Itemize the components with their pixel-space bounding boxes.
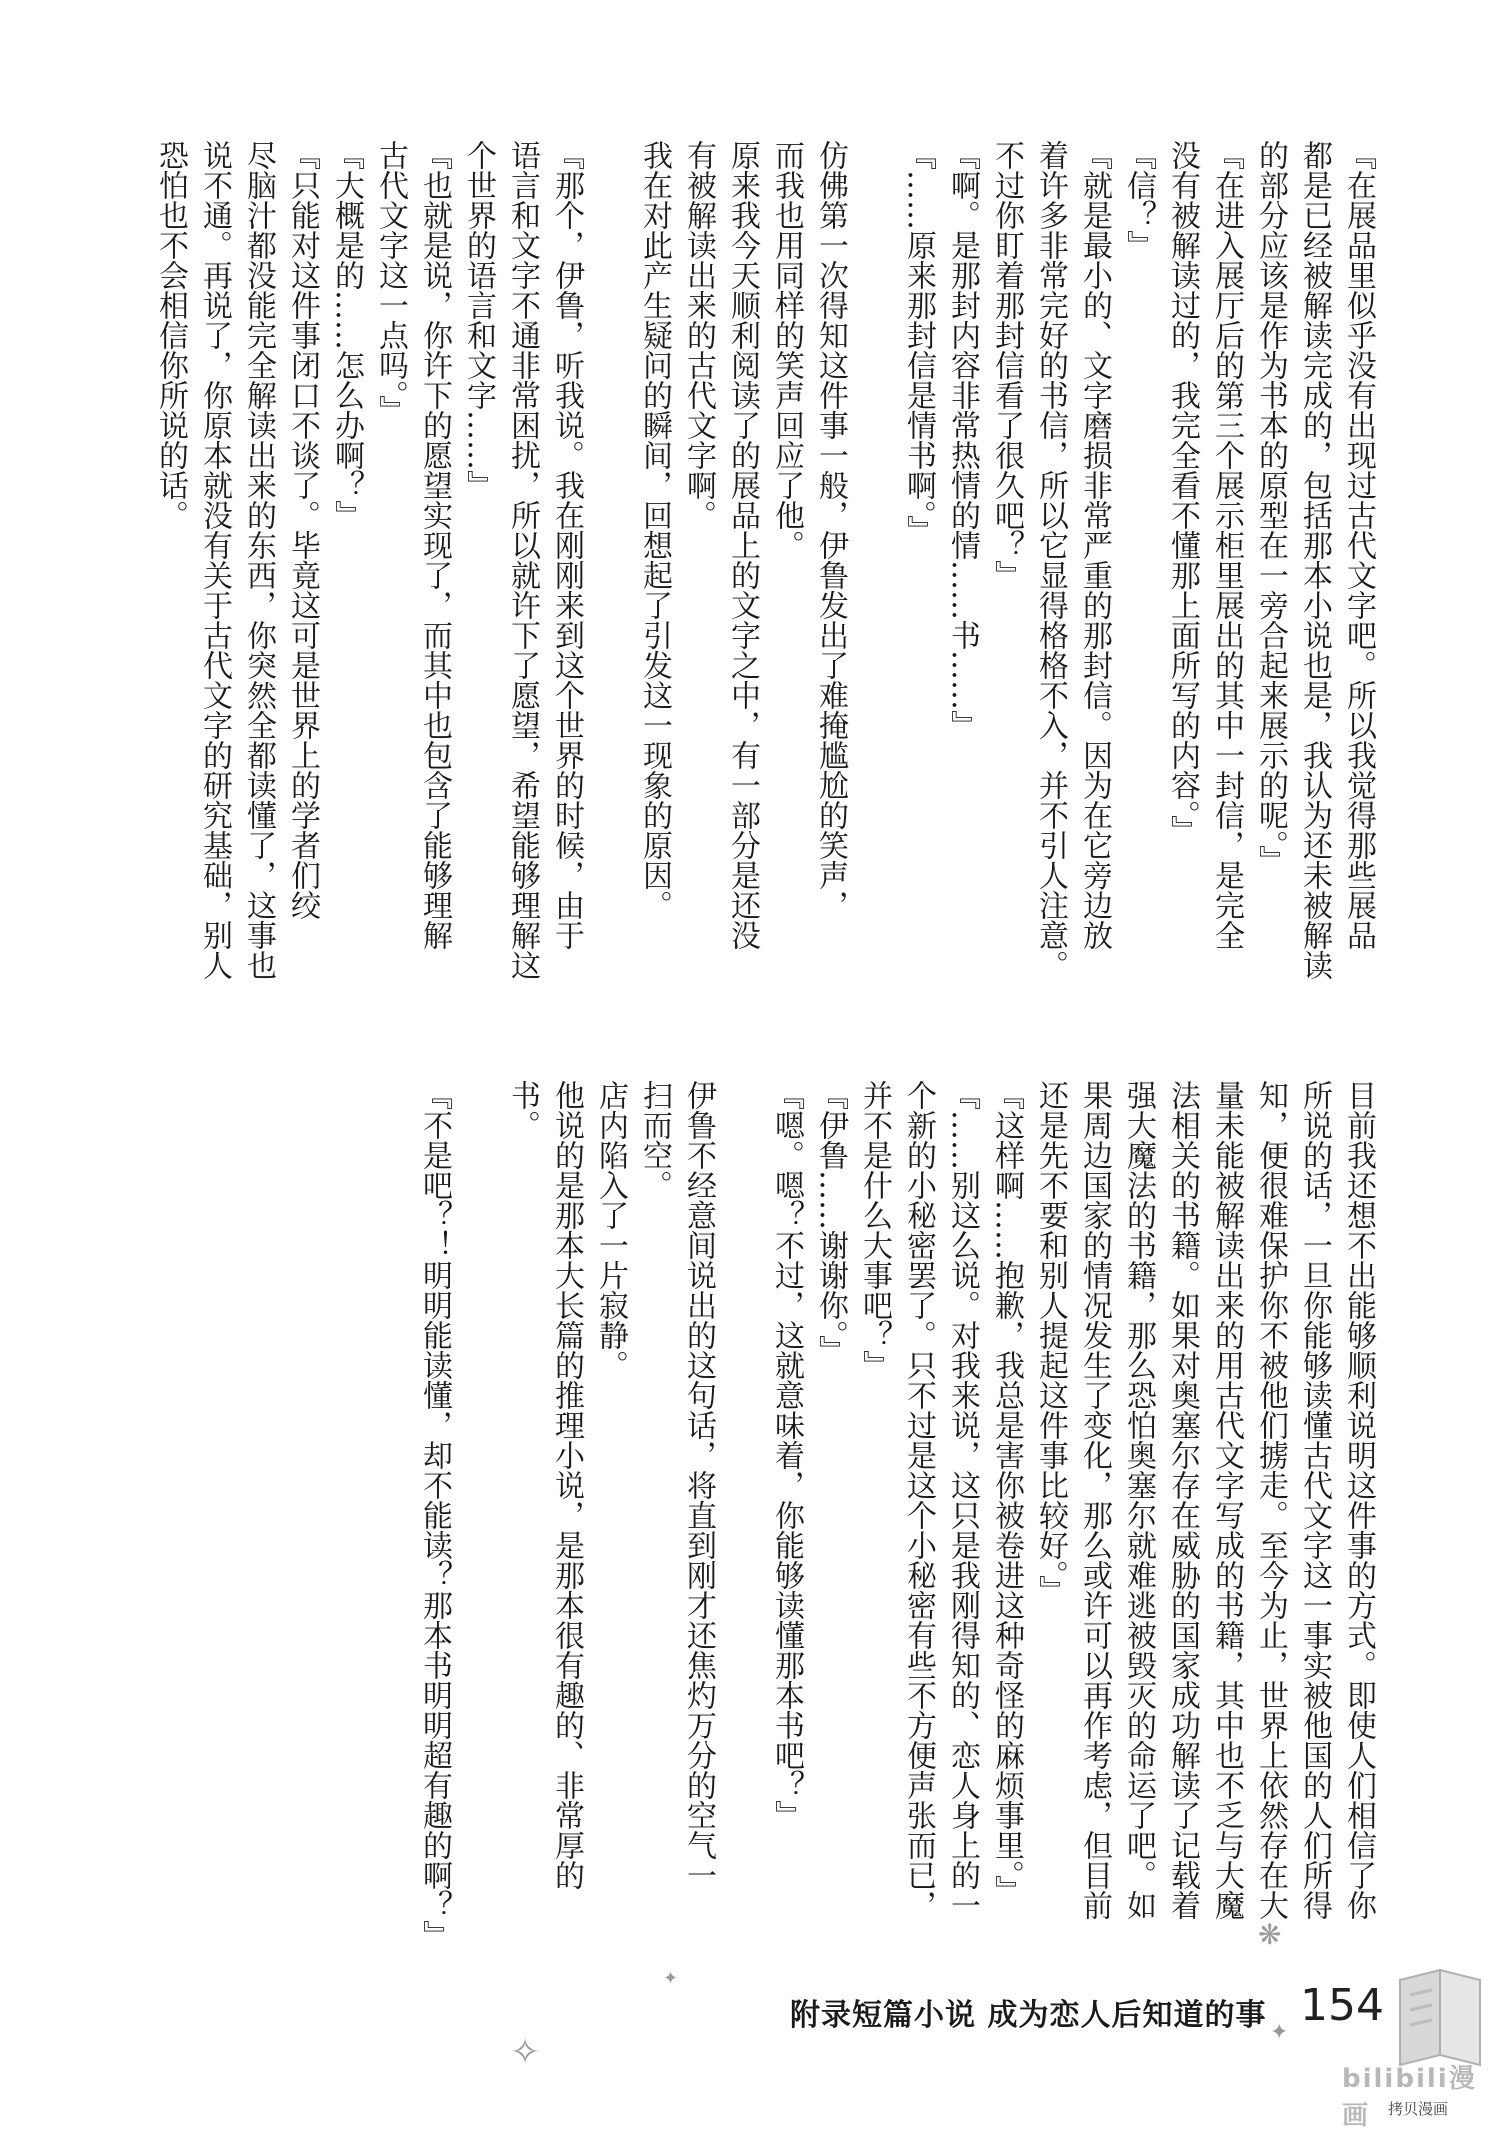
text-column: 『在展品里似乎没有出现过古代文字吧。所以我觉得那些展品 [1341, 140, 1376, 950]
watermark-site-text: 拷贝漫画 [1388, 2100, 1449, 2118]
text-column: 都是已经被解读完成的，包括那本小说也是，我认为还未被解读 [1297, 140, 1332, 980]
text-column: 他说的是那本大长篇的推理小说，是那本很有趣的、非常厚的 [549, 1080, 584, 1890]
text-column [456, 1080, 500, 1960]
text-column: 仿佛第一次得知这件事一般，伊鲁发出了难掩尴尬的笑声， [813, 140, 848, 920]
text-column: 的部分应该是作为书本的原型在一旁合起来展示的呢。』 [1253, 140, 1288, 875]
text-column: 个新的小秘密罢了。只不过是这个小秘密有些不方便声张而已， [901, 1080, 936, 1920]
text-column [852, 140, 896, 1010]
running-footer-title: 附录短篇小说 成为恋人后知道的事 [790, 1998, 1267, 2033]
text-column: 『就是最小的、文字磨损非常严重的那封信。因为在它旁边放 [1077, 140, 1112, 950]
text-column: 『嗯。嗯？不过，这就意味着，你能够读懂那本书吧？』 [769, 1080, 804, 1830]
text-block-top [108, 140, 1380, 1010]
logo-brand-text: bilibili漫画 [1342, 2064, 1477, 2131]
text-column: 果周边国家的情况发生了变化，那么或许可以再作考虑，但目前 [1077, 1080, 1112, 1920]
text-column: 法相关的书籍。如果对奥塞尔存在威胁的国家成功解读了记载着 [1165, 1080, 1200, 1920]
text-column: 『也就是说，你许下的愿望实现了，而其中也包含了能够理解 [417, 140, 452, 950]
text-column: 『只能对这件事闭口不谈了。毕竟这可是世界上的学者们绞 [285, 140, 320, 920]
text-column: 说不通。再说了，你原本就没有关于古代文字的研究基础，别人 [197, 140, 232, 980]
text-column: 而我也用同样的笑声回应了他。 [769, 140, 804, 560]
text-column: 没有被解读过的，我完全看不懂那上面所写的内容。』 [1165, 140, 1200, 845]
text-column: 并不是什么大事吧？』 [857, 1080, 892, 1380]
text-column: 书。 [505, 1080, 540, 1140]
text-column: 强大魔法的书籍，那么恐怕奥塞尔就难逃被毁灭的命运了吧。如 [1121, 1080, 1156, 1920]
text-column: 有被解读出来的古代文字啊。 [681, 140, 716, 530]
text-column: 『……原来那封信是情书啊。』 [901, 140, 936, 545]
text-column: 伊鲁不经意间说出的这句话，将直到刚才还焦灼万分的空气一 [681, 1080, 716, 1890]
text-column: 尽脑汁都没能完全解读出来的东西，你突然全都读懂了，这事也 [241, 140, 276, 980]
text-column: 原来我今天顺利阅读了的展品上的文字之中，有一部分是还没 [725, 140, 760, 950]
text-column: 目前我还想不出能够顺利说明这件事的方式。即使人们相信了你 [1341, 1080, 1376, 1920]
text-column: 『啊。是那封内容非常热情的情……书……』 [945, 140, 980, 740]
sparkle-ornament-icon: ✧ [510, 2032, 541, 2073]
text-column: 『在进入展厅后的第三个展示柜里展出的其中一封信，是完全 [1209, 140, 1244, 950]
text-column: 『这样啊……抱歉，我总是害你被卷进这种奇怪的麻烦事里。』 [989, 1080, 1024, 1905]
text-column: 恐怕也不会相信你所说的话。 [153, 140, 188, 530]
text-column: 着许多非常完好的书信，所以它显得格格不入，并不引人注意。 [1033, 140, 1068, 980]
page-number: 154 [1300, 1980, 1384, 2031]
text-column: 我在对此产生疑问的瞬间，回想起了引发这一现象的原因。 [637, 140, 672, 920]
text-column: 知，便很难保护你不被他们掳走。至今为止，世界上依然存在大 [1253, 1080, 1288, 1920]
text-column: 不过你盯着那封信看了很久吧？』 [989, 140, 1024, 590]
text-column: 『……别这么说。对我来说，这只是我刚得知的、恋人身上的一 [945, 1080, 980, 1920]
asterisk-ornament-icon: ❋ [1258, 1918, 1282, 1951]
star-ornament-icon: ✦ [663, 1968, 679, 1989]
text-column: 古代文字这一点吗。』 [373, 140, 408, 425]
text-column: 『那个，伊鲁，听我说。我在刚刚来到这个世界的时候，由于 [549, 140, 584, 950]
text-column: 量未能被解读出来的用古代文字写成的书籍，其中也不乏与大魔 [1209, 1080, 1244, 1920]
text-column: 『伊鲁……谢谢你。』 [813, 1080, 848, 1365]
small-star-ornament-icon: ✦ [1270, 2020, 1289, 2045]
text-column: 语言和文字不通非常困扰，所以就许下了愿望，希望能够理解这 [505, 140, 540, 980]
text-column: 『大概是的……怎么办啊？』 [329, 140, 364, 530]
text-column [720, 1080, 764, 1960]
text-column: 还是先不要和别人提起这件事比较好。』 [1033, 1080, 1068, 1605]
text-column [588, 140, 632, 1010]
text-column: 个世界的语言和文字……』 [461, 140, 496, 500]
text-column: 店内陷入了一片寂静。 [593, 1080, 628, 1380]
text-column: 『信？』 [1121, 140, 1156, 260]
text-column: 『不是吧？！明明能读懂，却不能读？那本书明明超有趣的啊？』 [417, 1080, 452, 1950]
text-column: 所说的话，一旦你能够读懂古代文字这一事实被他国的人们所得 [1297, 1080, 1332, 1920]
text-column: 扫而空。 [637, 1080, 672, 1200]
text-block-bottom [380, 1080, 1380, 1960]
